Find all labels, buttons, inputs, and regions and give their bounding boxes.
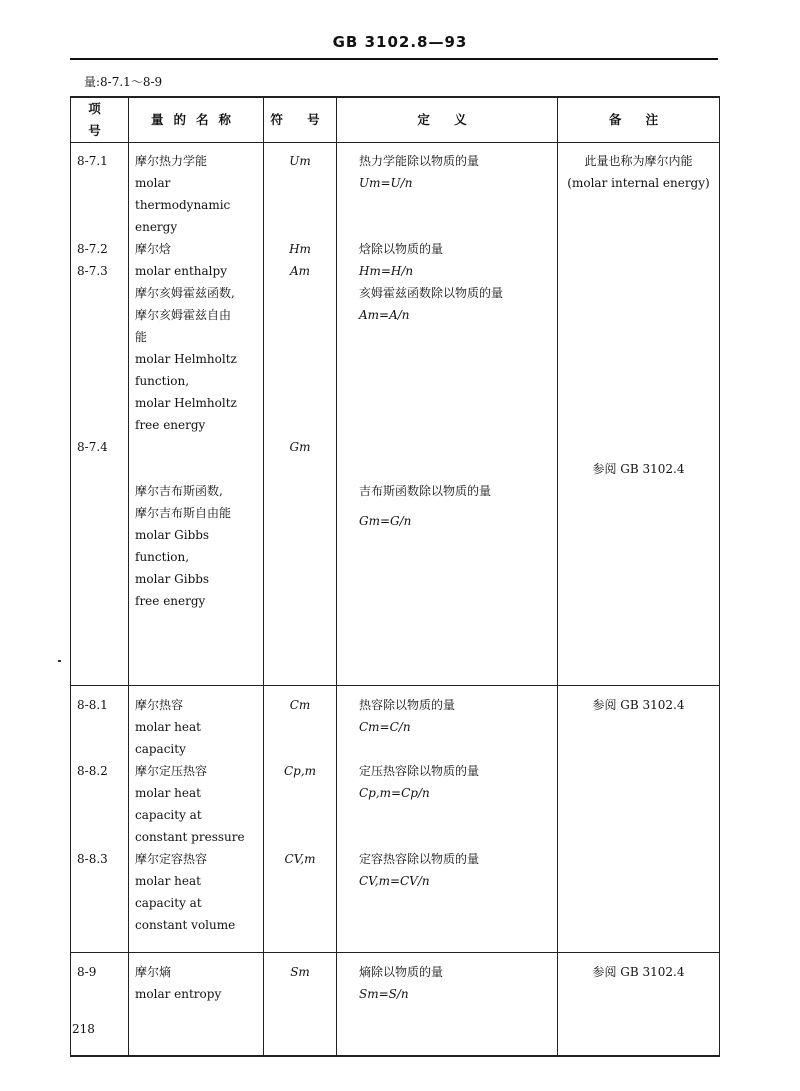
- remark-text: 参阅 GB 3102.4: [592, 965, 685, 979]
- name-cn: 摩尔定压热容: [135, 764, 208, 778]
- definition-text: 热力学能除以物质的量: [359, 154, 480, 168]
- name-cn: 摩尔亥姆霍兹函数,: [135, 286, 235, 300]
- column-header-quantity-name: 量的名称: [129, 97, 264, 143]
- item-no-cell: [71, 143, 129, 686]
- remarks-cell: [558, 953, 720, 1057]
- item-no-cell: [71, 953, 129, 1057]
- definition-equation: Cm=C/n: [359, 720, 411, 734]
- definition-text: 焓除以物质的量: [359, 242, 444, 256]
- item-no-cell: [71, 686, 129, 953]
- header-rule: [70, 58, 718, 60]
- page-number: 218: [72, 1022, 95, 1036]
- column-header-item-no: 项 号: [71, 97, 129, 143]
- remarks-cell: [558, 686, 720, 953]
- symbol: Sm: [290, 965, 310, 979]
- definition-text: 亥姆霍兹函数除以物质的量: [359, 286, 504, 300]
- name-en: constant volume: [135, 918, 236, 932]
- name-en: molar Gibbs: [135, 572, 210, 586]
- column-header-definition: 定 义: [337, 97, 558, 143]
- symbol: Gm: [289, 440, 311, 454]
- name-en: molar entropy: [135, 987, 222, 1001]
- table-group-8-7: [71, 143, 720, 686]
- name-en: molar Helmholtz: [135, 396, 237, 410]
- column-header-remarks: 备 注: [558, 97, 720, 143]
- name-en: molar: [135, 176, 171, 190]
- quantity-name-cell: [129, 686, 264, 953]
- definition-text: 定压热容除以物质的量: [359, 764, 480, 778]
- remark-text: 此量也称为摩尔内能: [584, 154, 693, 168]
- definition-cell: [337, 953, 558, 1057]
- symbol: Um: [289, 154, 311, 168]
- name-en: function,: [135, 550, 190, 564]
- name-en: molar enthalpy: [135, 264, 227, 278]
- name-cn: 摩尔热力学能: [135, 154, 208, 168]
- item-no: 8-8.2: [77, 764, 108, 778]
- remark-text: (molar internal energy): [567, 176, 710, 190]
- definition-text: 吉布斯函数除以物质的量: [359, 484, 492, 498]
- remark-text: 参阅 GB 3102.4: [592, 462, 685, 476]
- name-en: molar heat: [135, 874, 201, 888]
- symbol: Cm: [289, 698, 311, 712]
- definition-text: 定容热容除以物质的量: [359, 852, 480, 866]
- range-label: 量:8-7.1～8-9: [84, 75, 163, 89]
- name-cn: 摩尔焓: [135, 242, 172, 256]
- name-en: constant pressure: [135, 830, 245, 844]
- name-en: free energy: [135, 418, 206, 432]
- name-cn: 能: [135, 330, 148, 344]
- definition-cell: [337, 686, 558, 953]
- scan-mark: [58, 660, 61, 662]
- definition-equation: Am=A/n: [359, 308, 410, 322]
- name-en: molar Helmholtz: [135, 352, 237, 366]
- definition-equation: Cp,m=Cp/n: [359, 786, 430, 800]
- name-cn: 摩尔吉布斯自由能: [135, 506, 232, 520]
- table-group-8-9: [71, 953, 720, 1057]
- name-en: free energy: [135, 594, 206, 608]
- name-en: molar heat: [135, 786, 201, 800]
- name-en: thermodynamic: [135, 198, 231, 212]
- name-en: capacity at: [135, 896, 202, 910]
- quantities-table: [70, 96, 720, 1057]
- definition-text: 熵除以物质的量: [359, 965, 444, 979]
- symbol-cell: [264, 143, 337, 686]
- symbol: CV,m: [284, 852, 316, 866]
- remarks-cell: [558, 143, 720, 686]
- table-group-8-8: [71, 686, 720, 953]
- name-cn: 摩尔定容热容: [135, 852, 208, 866]
- name-cn: 摩尔熵: [135, 965, 172, 979]
- definition-equation: Sm=S/n: [359, 987, 409, 1001]
- name-en: capacity: [135, 742, 186, 756]
- name-cn: 摩尔吉布斯函数,: [135, 484, 223, 498]
- item-no: 8-7.2: [77, 242, 108, 256]
- symbol: Am: [289, 264, 311, 278]
- quantity-name-cell: [129, 143, 264, 686]
- definition-cell: [337, 143, 558, 686]
- item-no: 8-7.3: [77, 264, 108, 278]
- symbol-cell: [264, 686, 337, 953]
- item-no: 8-7.1: [77, 154, 108, 168]
- symbol: Hm: [289, 242, 311, 256]
- name-en: molar heat: [135, 720, 201, 734]
- item-no: 8-7.4: [77, 440, 108, 454]
- name-cn: 摩尔热容: [135, 698, 184, 712]
- name-cn: 摩尔亥姆霍兹自由: [135, 308, 232, 322]
- symbol: Cp,m: [283, 764, 317, 778]
- name-en: energy: [135, 220, 178, 234]
- name-en: molar Gibbs: [135, 528, 210, 542]
- item-no: 8-8.1: [77, 698, 108, 712]
- name-en: function,: [135, 374, 190, 388]
- item-no: 8-9: [77, 965, 97, 979]
- column-header-symbol: 符 号: [264, 97, 337, 143]
- remark-text: 参阅 GB 3102.4: [592, 698, 685, 712]
- definition-equation: Um=U/n: [359, 176, 413, 190]
- definition-equation: Gm=G/n: [359, 514, 412, 528]
- table-header-row: [71, 97, 720, 143]
- item-no: 8-8.3: [77, 852, 108, 866]
- standard-header: GB 3102.8—93: [332, 33, 468, 51]
- quantity-name-cell: [129, 953, 264, 1057]
- definition-equation: CV,m=CV/n: [359, 874, 430, 888]
- symbol-cell: [264, 953, 337, 1057]
- definition-text: 热容除以物质的量: [359, 698, 456, 712]
- definition-equation: Hm=H/n: [359, 264, 414, 278]
- name-en: capacity at: [135, 808, 202, 822]
